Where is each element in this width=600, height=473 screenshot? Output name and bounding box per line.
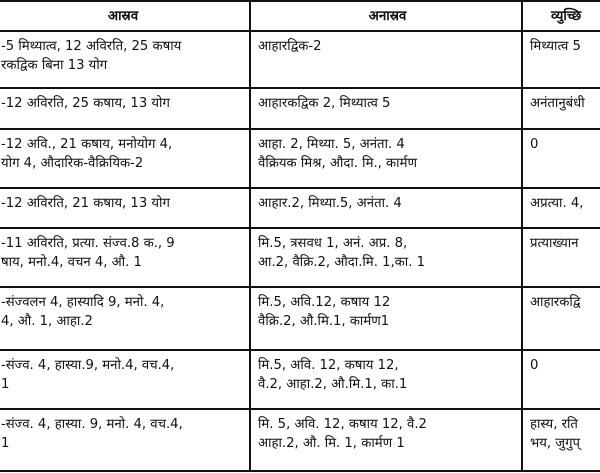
anasrava-cell <box>250 188 522 228</box>
cell-line: रकद्विक बिना 13 योग <box>1 58 108 73</box>
cell-line: -संज्वलन 4, हास्यादि 9, मनो. 4, <box>1 295 165 310</box>
anasrava-cell <box>250 88 522 129</box>
cell-line: योग 4, औदारिक-वैक्रियिक-2 <box>1 156 144 171</box>
asrava-cell <box>0 31 250 88</box>
cell-line: भय, जुगुप् <box>530 436 581 451</box>
cell-line: -संज्व. 4, हास्या. 9, मनो. 4, वच.4, <box>1 417 183 432</box>
table-row <box>0 31 600 88</box>
cell-line: मि. 5, अवि. 12, कषाय 12, वै.2 <box>258 417 427 432</box>
cell-line: मि.5, अवि. 12, कषाय 12, <box>258 358 399 373</box>
table-row <box>0 88 600 129</box>
cell-line: आहार.2, मिथ्या.5, अनंता. 4 <box>258 196 402 211</box>
cell-line: वैक्रियक मिश्र, औदा. मि., कार्मण <box>258 156 418 171</box>
cell-line: षाय, मनो.4, वचन 4, औ. 1 <box>1 255 142 270</box>
cell-line: प्रत्याख्यान <box>530 236 579 251</box>
cell-line: 0 <box>530 358 539 373</box>
header-asrava: आस्रव <box>0 1 250 31</box>
cell-line: -12 अविरति, 21 कषाय, 13 योग <box>1 196 170 211</box>
table-row <box>0 287 600 350</box>
table-row <box>0 129 600 188</box>
table-row <box>0 409 600 471</box>
anasrava-cell <box>250 228 522 287</box>
cell-line: आहा. 2, मिथ्या. 5, अनंता. 4 <box>258 137 405 152</box>
cell-line: 0 <box>530 137 539 152</box>
cell-line: मिथ्यात्व 5 <box>530 39 581 54</box>
asrava-cell <box>0 88 250 129</box>
cell-line: -संज्व. 4, हास्या.9, मनो.4, वच.4, <box>1 358 175 373</box>
cell-line: मि.5, त्रसवध 1, अनं. अप्र. 8, <box>258 236 408 251</box>
cell-line: 1 <box>1 436 10 451</box>
asrava-cell <box>0 287 250 350</box>
vyuchchhitti-cell <box>522 31 600 88</box>
cell-line: आ.2, वैक्रि.2, औदा.मि. 1,का. 1 <box>258 255 425 270</box>
anasrava-cell <box>250 350 522 409</box>
anasrava-cell <box>250 129 522 188</box>
table-row <box>0 350 600 409</box>
cell-line: -5 मिथ्यात्व, 12 अविरति, 25 कषाय <box>1 39 182 54</box>
asrava-cell <box>0 228 250 287</box>
header-anasrava: अनास्रव <box>250 1 522 31</box>
header-row <box>0 1 600 31</box>
cell-line: वै.2, आहा.2, औ.मि.1, का.1 <box>258 377 408 392</box>
anasrava-cell <box>250 287 522 350</box>
cell-line: मि.5, अवि.12, कषाय 12 <box>258 295 391 310</box>
cell-line: हास्य, रति <box>530 417 578 432</box>
vyuchchhitti-cell <box>522 88 600 129</box>
vyuchchhitti-cell <box>522 287 600 350</box>
cell-line: अप्रत्या. 4, <box>530 196 584 211</box>
cell-line: 4, औ. 1, आहा.2 <box>1 314 93 329</box>
cell-line: वैक्रि.2, औ.मि.1, कार्मण1 <box>258 314 390 329</box>
asrava-cell <box>0 409 250 471</box>
cell-line: -12 अविरति, 25 कषाय, 13 योग <box>1 96 170 111</box>
cell-line: आहारकद्वि <box>530 295 581 310</box>
vyuchchhitti-cell <box>522 409 600 471</box>
asrava-cell <box>0 129 250 188</box>
cell-line: अनंतानुबंधी <box>530 96 585 111</box>
cell-line: -12 अवि., 21 कषाय, मनोयोग 4, <box>1 137 173 152</box>
vyuchchhitti-cell <box>522 129 600 188</box>
vyuchchhitti-cell <box>522 350 600 409</box>
vyuchchhitti-cell <box>522 188 600 228</box>
table-row <box>0 228 600 287</box>
cell-line: 1 <box>1 377 10 392</box>
vyuchchhitti-cell <box>522 228 600 287</box>
cell-line: आहारद्विक-2 <box>258 39 322 54</box>
table-row <box>0 188 600 228</box>
cell-line: आहा.2, औ. मि. 1, कार्मण 1 <box>258 436 405 451</box>
header-vyuchchhitti: व्युच्छि <box>522 1 600 31</box>
asrava-cell <box>0 350 250 409</box>
cell-line: -11 अविरति, प्रत्या. संज्व.8 क., 9 <box>1 236 175 251</box>
anasrava-cell <box>250 409 522 471</box>
anasrava-cell <box>250 31 522 88</box>
cell-line: आहारकद्विक 2, मिथ्यात्व 5 <box>258 96 391 111</box>
asrava-cell <box>0 188 250 228</box>
